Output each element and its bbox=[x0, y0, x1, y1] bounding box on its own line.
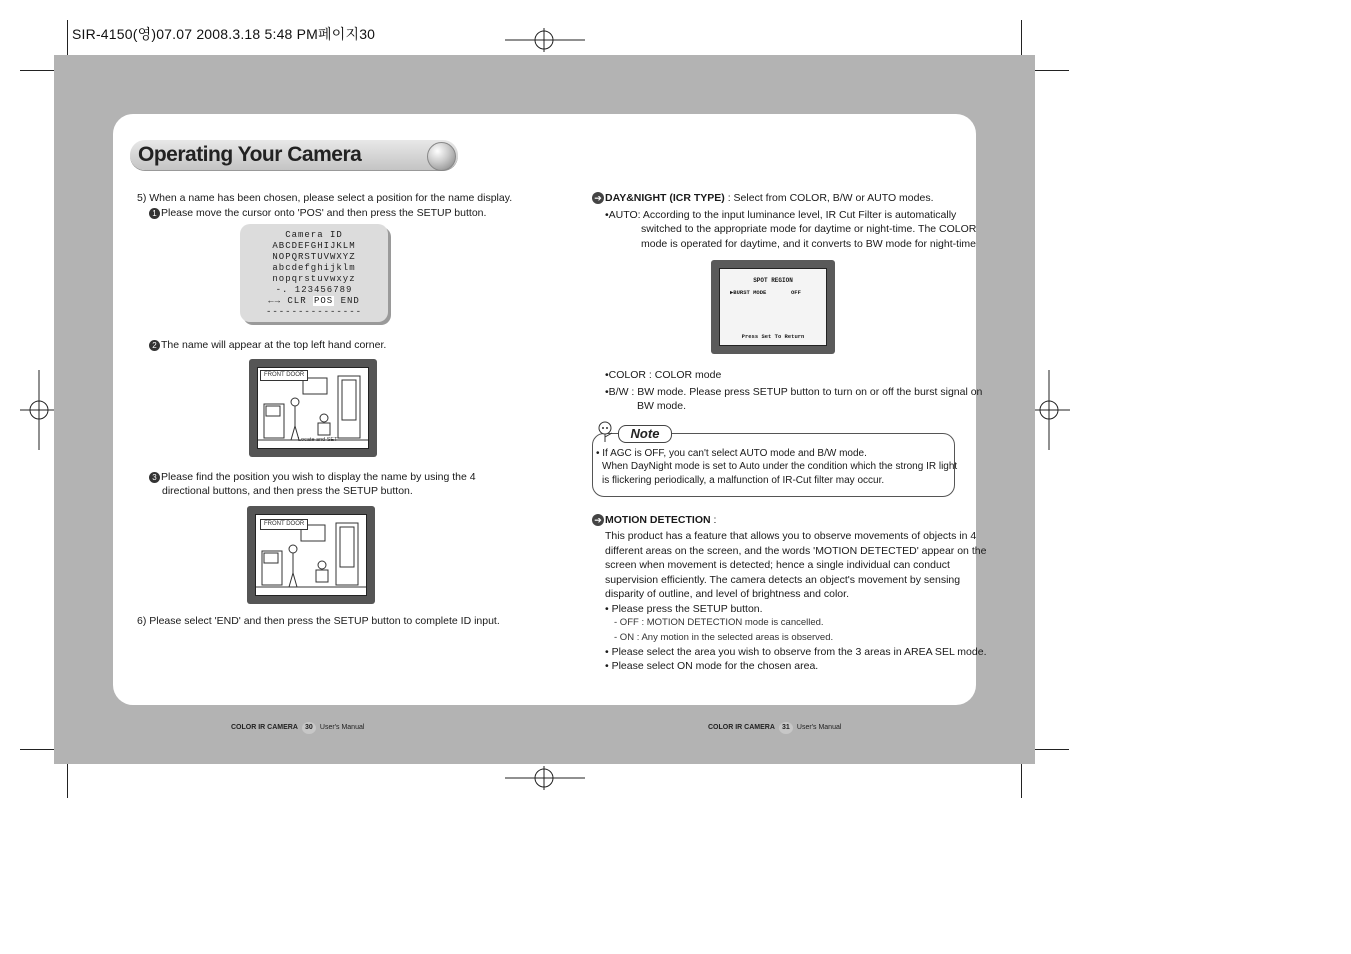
footer-manual: User's Manual bbox=[319, 724, 365, 731]
bw-text-b: BW mode. bbox=[637, 400, 687, 412]
note-label: Note bbox=[618, 425, 672, 443]
substep-3-text-b: directional buttons, and then press the SETUP button. bbox=[162, 485, 413, 497]
substep-1-text: Please move the cursor onto 'POS' and then press the SETUP button. bbox=[161, 207, 487, 219]
substep-3 bbox=[149, 470, 476, 484]
arrow-bullet-icon: ➔ bbox=[592, 514, 604, 526]
substep-3-text-a: Please find the position you wish to display the name by using the 4 bbox=[161, 471, 476, 483]
crop-mark bbox=[1032, 70, 1069, 71]
osd-row: nopqrstuvwxyz bbox=[272, 274, 356, 284]
daynight-desc: : Select from COLOR, B/W or AUTO modes. bbox=[724, 192, 934, 204]
registration-mark-bottom bbox=[505, 766, 585, 790]
footer-manual: User's Manual bbox=[796, 724, 842, 731]
daynight-heading bbox=[592, 191, 934, 205]
name-label-box: FRONT DOOR bbox=[260, 519, 308, 530]
osd-row: --------------- bbox=[265, 307, 362, 317]
motion-line-3: screen when movement is detected; hence a single individual can conduct bbox=[605, 559, 950, 571]
substep-1 bbox=[149, 206, 486, 220]
page-title: Operating Your Camera bbox=[138, 143, 362, 166]
note-mascot-icon bbox=[596, 420, 618, 446]
footer-page-number: 31 bbox=[779, 722, 793, 734]
motion-colon: : bbox=[710, 514, 717, 526]
spot-value: OFF bbox=[791, 289, 801, 296]
osd-pos-highlight: POS bbox=[314, 296, 334, 306]
osd-row bbox=[240, 296, 388, 306]
color-mode-text: •COLOR : COLOR mode bbox=[605, 369, 722, 381]
note-line-1: • If AGC is OFF, you can't select AUTO mode and B/W mode. bbox=[596, 448, 867, 459]
osd-row: -. 123456789 bbox=[275, 285, 353, 295]
note-line-2: When DayNight mode is set to Auto under the condition which the strong IR light bbox=[602, 461, 958, 472]
substep-2 bbox=[149, 338, 386, 352]
motion-line-6: • Please press the SETUP button. bbox=[605, 603, 763, 615]
crop-mark bbox=[67, 760, 68, 798]
note-line-3: is flickering periodically, a malfunction of IR-Cut filter may occur. bbox=[602, 475, 885, 486]
auto-text-b: switched to the appropriate mode for daytime or night-time. The COLOR bbox=[641, 223, 977, 235]
spot-item: ▶BURST MODE bbox=[730, 289, 767, 296]
registration-mark-top bbox=[505, 28, 585, 52]
crop-mark bbox=[20, 70, 57, 71]
footer-product: COLOR IR CAMERA bbox=[708, 724, 775, 731]
monitor-illustration-2 bbox=[247, 506, 375, 604]
motion-line-9: • Please select the area you wish to observe from the 3 areas in AREA SEL mode. bbox=[605, 646, 987, 658]
step-number-icon: 2 bbox=[149, 340, 160, 351]
footer-product: COLOR IR CAMERA bbox=[231, 724, 298, 731]
footer-left bbox=[231, 722, 364, 734]
spot-region-monitor bbox=[711, 260, 835, 354]
crop-mark bbox=[20, 749, 57, 750]
registration-mark-right bbox=[1030, 370, 1070, 450]
step-6-text: 6) Please select 'END' and then press the SETUP button to complete ID input. bbox=[137, 615, 500, 627]
osd-row: abcdefghijklm bbox=[272, 263, 356, 273]
step-number-icon: 3 bbox=[149, 472, 160, 483]
osd-clr: ←→ CLR bbox=[268, 296, 313, 306]
footer-page-number: 30 bbox=[302, 722, 316, 734]
crop-mark bbox=[1021, 760, 1022, 798]
name-label-box: FRONT DOOR bbox=[260, 370, 308, 381]
osd-end: END bbox=[334, 296, 360, 306]
osd-row: ABCDEFGHIJKLM bbox=[272, 241, 356, 251]
camera-id-osd-menu bbox=[240, 224, 388, 322]
daynight-title: DAY&NIGHT (ICR TYPE) bbox=[605, 192, 725, 204]
bw-text-a: •B/W : BW mode. Please press SETUP button to turn on or off the burst signal on bbox=[605, 386, 983, 398]
monitor-illustration-1 bbox=[249, 359, 377, 457]
auto-text-a: •AUTO: According to the input luminance level, IR Cut Filter is automatically bbox=[605, 209, 957, 221]
step-5-text: 5) When a name has been chosen, please select a position for the name display. bbox=[137, 192, 513, 204]
substep-2-text: The name will appear at the top left hand corner. bbox=[161, 339, 387, 351]
motion-line-4: supervision efficiently. The camera detects an object's movement by sensing bbox=[605, 574, 961, 586]
motion-line-1: This product has a feature that allows you to observe movements of objects in 4 bbox=[605, 530, 977, 542]
motion-title: MOTION DETECTION bbox=[605, 514, 711, 526]
auto-text-c: mode is operated for daytime, and it converts to BW mode for night-time bbox=[641, 238, 976, 250]
footer-right bbox=[708, 722, 841, 734]
spot-footer: Press Set To Return bbox=[741, 333, 805, 340]
title-sphere-icon bbox=[427, 142, 456, 171]
motion-heading bbox=[592, 513, 716, 527]
arrow-bullet-icon: ➔ bbox=[592, 192, 604, 204]
osd-row: NOPQRSTUVWXYZ bbox=[272, 252, 356, 262]
step-number-icon: 1 bbox=[149, 208, 160, 219]
motion-line-5: disparity of outline, and level of brightness and color. bbox=[605, 588, 849, 600]
spot-title: SPOT REGION bbox=[753, 277, 793, 284]
crop-mark bbox=[1032, 749, 1069, 750]
osd-title: Camera ID bbox=[285, 230, 343, 240]
motion-line-2: different areas on the screen, and the words 'MOTION DETECTED' appear on the bbox=[605, 545, 987, 557]
image-caption: Locate and SET bbox=[298, 437, 338, 443]
motion-line-10: • Please select ON mode for the chosen area. bbox=[605, 660, 819, 672]
print-slug: SIR-4150(영)07.07 2008.3.18 5:48 PM페이지30 bbox=[72, 26, 376, 42]
motion-line-7: - OFF : MOTION DETECTION mode is cancelled. bbox=[614, 617, 824, 628]
motion-line-8: - ON : Any motion in the selected areas is observed. bbox=[614, 632, 834, 643]
